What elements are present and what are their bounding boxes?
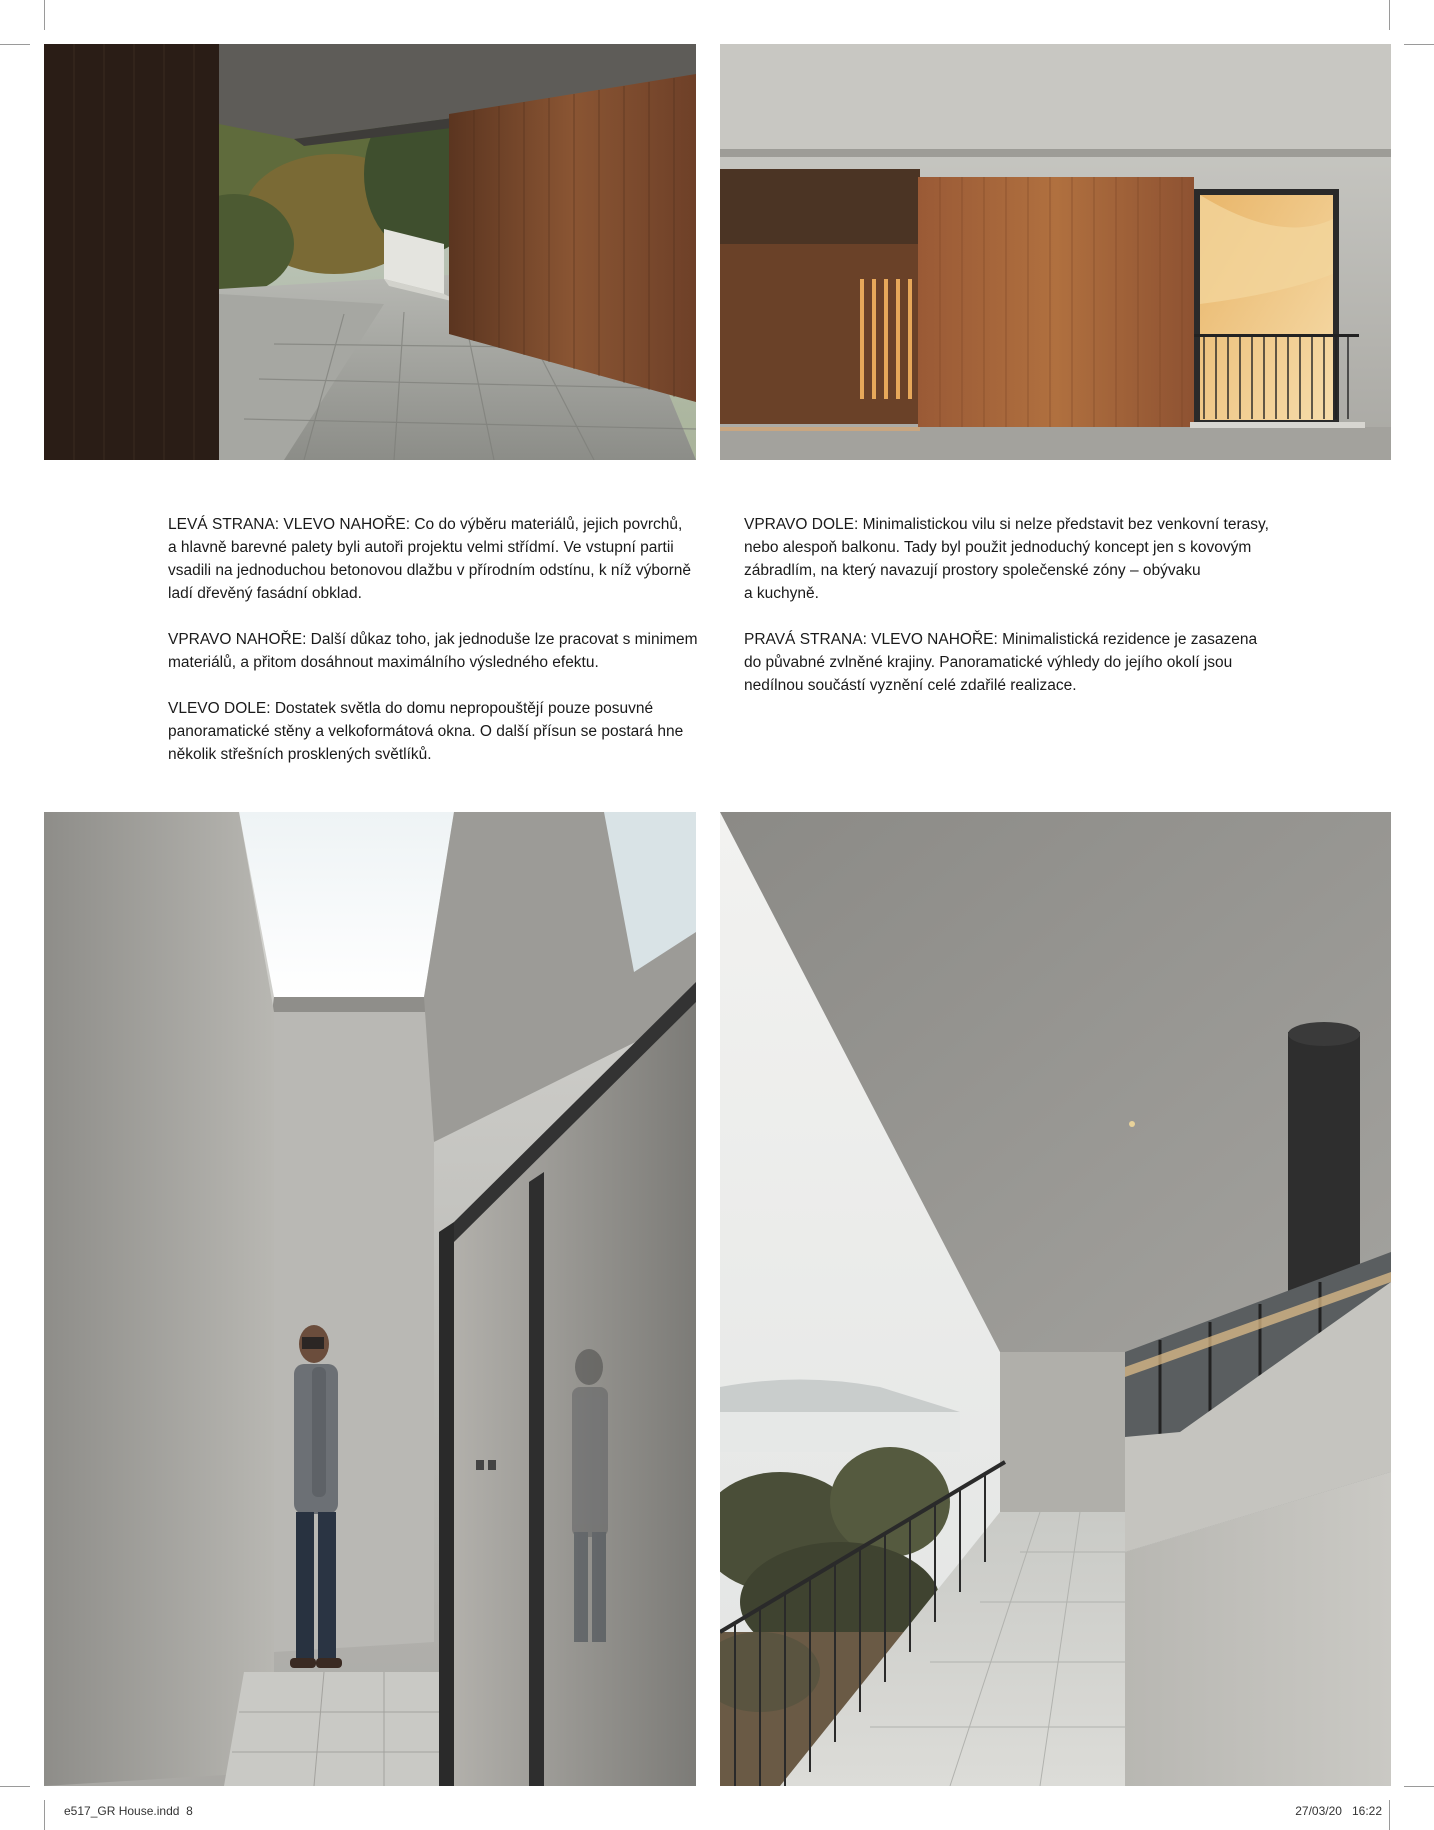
crop-mark-top-right <box>1389 0 1390 30</box>
caption-line: a hlavně barevné palety byli autoři projektu velmi střídmí. Ve vstupní partii <box>168 539 674 556</box>
caption-leva-strana <box>168 513 698 605</box>
caption-vpravo-dole <box>744 513 1269 605</box>
crop-mark-top-left-h <box>0 44 30 45</box>
caption-line: zábradlím, na který navazují prostory společenské zóny – obývaku <box>744 562 1201 579</box>
photo-facade-lit-window <box>720 44 1391 460</box>
caption-line: nebo alespoň balkonu. Tady byl použit jednoduchý koncept jen s kovovým <box>744 539 1252 556</box>
caption-line: vsadili na jednoduchou betonovou dlažbu v přírodním odstínu, k níž výborně <box>168 562 692 579</box>
caption-line: PRAVÁ STRANA: VLEVO NAHOŘE: Minimalistická rezidence je zasazena <box>744 631 1258 648</box>
caption-line: do půvabné zvlněné krajiny. Panoramatické výhledy do jejího okolí jsou <box>744 654 1233 671</box>
caption-line: několik střešních prosklených světlíků. <box>168 746 432 763</box>
footer-page-number: 8 <box>186 1804 193 1818</box>
captions-right-column <box>744 513 1269 720</box>
caption-prava-strana <box>744 628 1269 697</box>
crop-mark-top-left <box>44 0 45 30</box>
footer-file-info <box>64 1804 193 1818</box>
photo-entrance-walkway <box>44 44 696 460</box>
caption-line: VLEVO DOLE: Dostatek světla do domu nepropouštějí pouze posuvné <box>168 700 654 717</box>
caption-vpravo-nahore <box>168 628 698 674</box>
crop-mark-bottom-left-h <box>0 1786 30 1787</box>
footer-date: 27/03/20 <box>1295 1804 1342 1818</box>
crop-mark-bottom-right-h <box>1404 1786 1434 1787</box>
captions-left-column <box>168 513 698 789</box>
caption-line: ladí dřevěný fasádní obklad. <box>168 585 362 602</box>
caption-line: materiálů, a přitom dosáhnout maximálního výsledného efektu. <box>168 654 599 671</box>
caption-line: nedílnou součástí vyznění celé zdařilé realizace. <box>744 677 1077 694</box>
caption-line: panoramatické stěny a velkoformátová okna. O další přísun se postará hne <box>168 723 684 740</box>
caption-vlevo-dole <box>168 697 698 766</box>
crop-mark-bottom-left <box>44 1800 45 1830</box>
crop-mark-top-right-h <box>1404 44 1434 45</box>
footer-time: 16:22 <box>1351 1804 1382 1818</box>
caption-line: VPRAVO NAHOŘE: Další důkaz toho, jak jednoduše lze pracovat s minimem <box>168 631 698 648</box>
photo-skylight-courtyard <box>44 812 696 1786</box>
footer-file-name: e517_GR House.indd <box>64 1804 180 1818</box>
caption-line: LEVÁ STRANA: VLEVO NAHOŘE: Co do výběru materiálů, jejich povrchů, <box>168 516 683 533</box>
footer-timestamp <box>1295 1804 1382 1818</box>
caption-line: a kuchyně. <box>744 585 819 602</box>
caption-line: VPRAVO DOLE: Minimalistickou vilu si nelze představit bez venkovní terasy, <box>744 516 1269 533</box>
photo-terrace-balcony <box>720 812 1391 1786</box>
crop-mark-bottom-right <box>1389 1800 1390 1830</box>
